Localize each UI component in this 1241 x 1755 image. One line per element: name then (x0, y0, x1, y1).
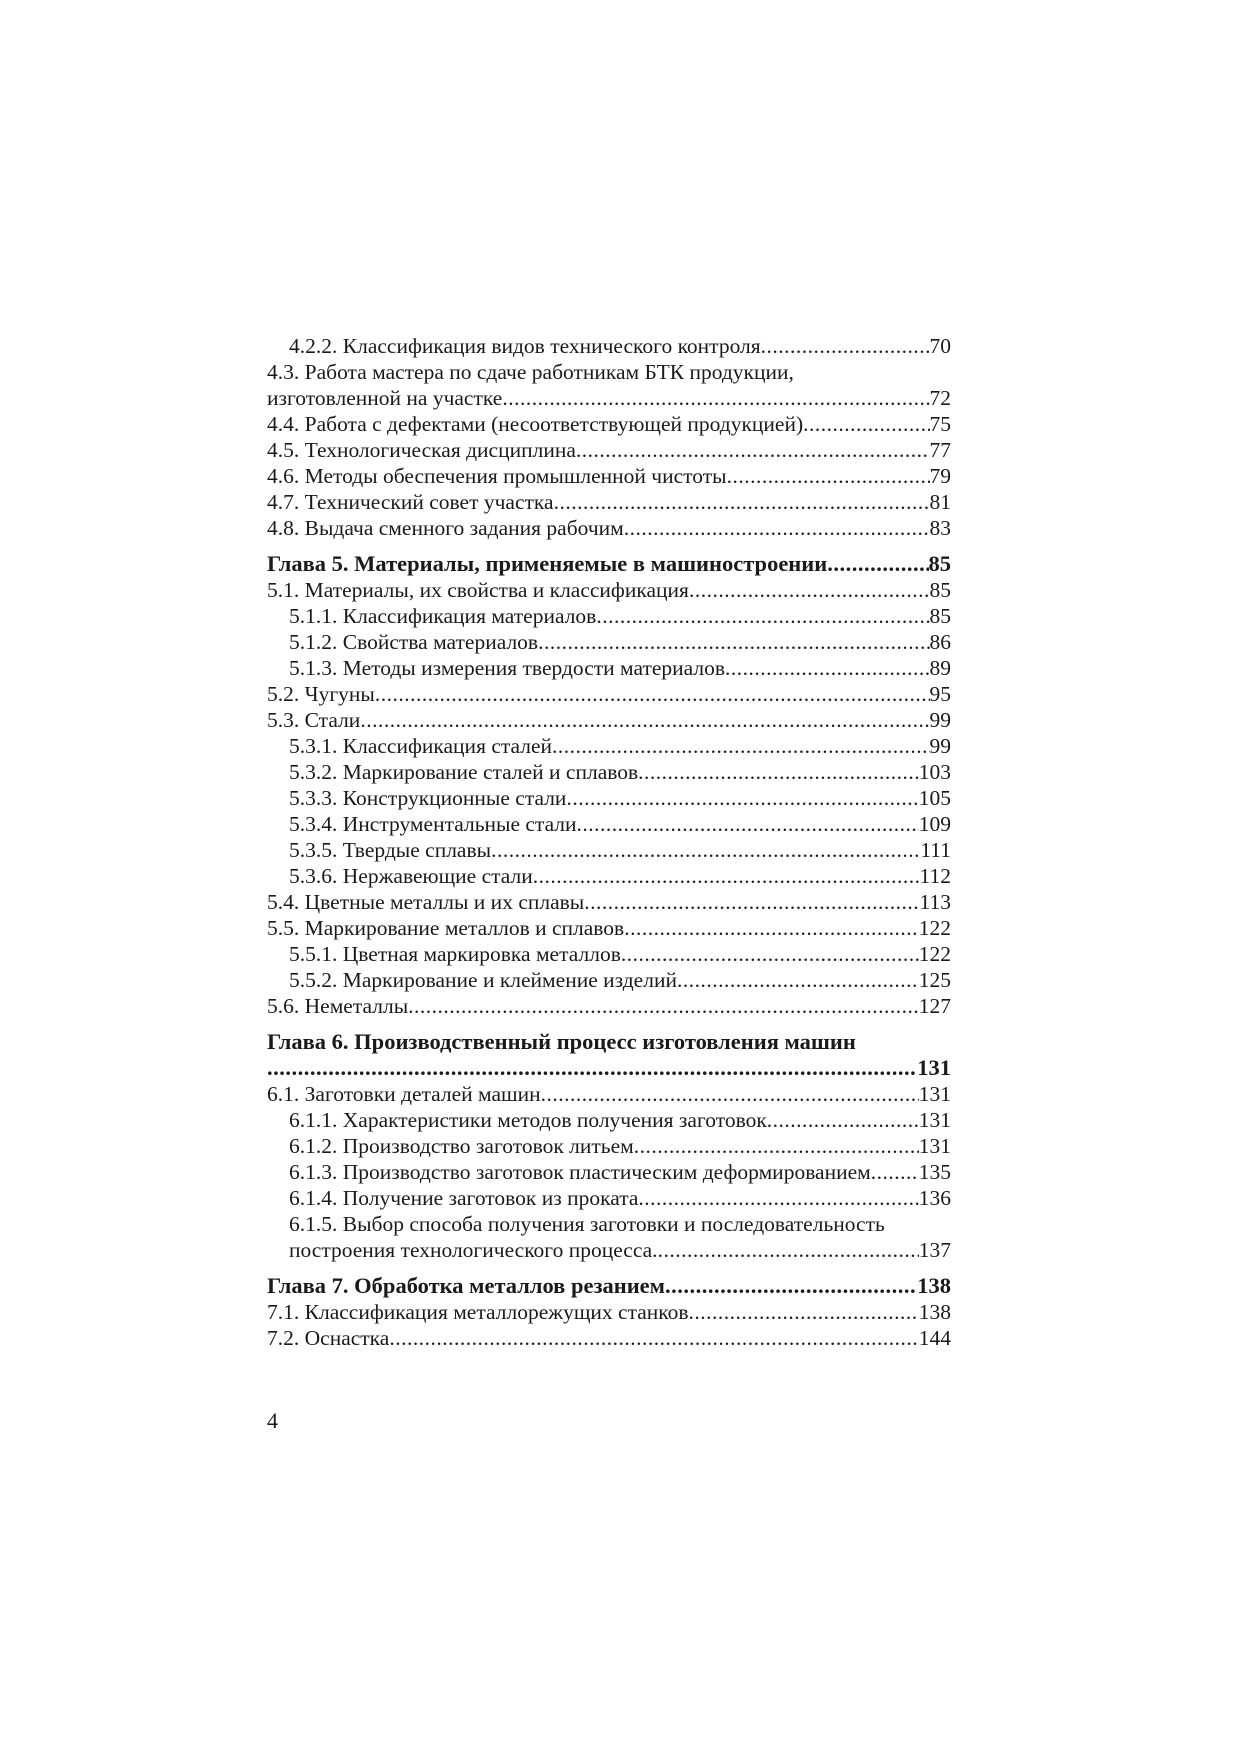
toc-leader-dots (634, 1133, 919, 1159)
toc-leader-dots (827, 551, 928, 577)
toc-entry-title: 5.5.2. Маркирование и клеймение изделий (289, 968, 677, 992)
toc-leader-dots (871, 1159, 919, 1185)
toc-leader-dots (767, 1107, 919, 1133)
toc-entry-page: 109 (918, 812, 951, 836)
toc-entry[interactable] (267, 1299, 951, 1325)
toc-entry-title: 4.6. Методы обеспечения промышленной чистоты (267, 464, 727, 488)
toc-entry[interactable] (267, 733, 951, 759)
toc-entry-page: 72 (929, 386, 951, 410)
toc-leader-dots (624, 515, 930, 541)
toc-entry[interactable] (267, 1081, 951, 1107)
toc-leader-dots (533, 863, 920, 889)
toc-leader-dots (638, 759, 919, 785)
toc-entry-title: 4.2.2. Классификация видов технического контроля (289, 334, 761, 358)
toc-entry-title: 5.1.1. Классификация материалов (289, 604, 597, 628)
toc-entry-page: 85 (929, 604, 951, 628)
toc-leader-dots (538, 629, 929, 655)
toc-entry-page: 70 (929, 334, 951, 358)
toc-entry-title: построения технологического процесса. (289, 1238, 658, 1262)
toc-entry-title: 5.1.2. Свойства материалов (289, 630, 539, 654)
toc-entry-page: 103 (918, 760, 951, 784)
toc-entry-title: 4.8. Выдача сменного задания рабочим (267, 516, 624, 540)
toc-entry[interactable] (267, 463, 951, 489)
toc-entry[interactable] (267, 1211, 951, 1237)
toc-entry-page: 127 (918, 994, 951, 1018)
toc-leader-dots (577, 811, 919, 837)
toc-leader-dots (502, 385, 929, 411)
toc-entry[interactable] (267, 603, 951, 629)
toc-leader-dots (389, 1325, 918, 1351)
toc-entry-title: 4.5. Технологическая дисциплина (267, 438, 576, 462)
toc-entry-title: 5.3.4. Инструментальные стали (289, 812, 577, 836)
table-of-contents (267, 333, 951, 1351)
toc-chapter-entry[interactable] (267, 1029, 951, 1055)
toc-leader-dots (658, 1237, 919, 1263)
toc-entry[interactable] (267, 385, 951, 411)
toc-leader-dots (360, 707, 929, 733)
toc-entry[interactable] (267, 515, 951, 541)
toc-entry[interactable] (267, 863, 951, 889)
toc-entry-title: 4.4. Работа с дефектами (несоответствующей продукцией) (267, 412, 804, 436)
toc-entry[interactable] (267, 629, 951, 655)
toc-leader-dots (375, 681, 930, 707)
toc-entry-page: 81 (929, 490, 951, 514)
toc-entry-title: 5.4. Цветные металлы и их сплавы (267, 890, 585, 914)
toc-entry-title: 7.2. Оснастка (267, 1326, 390, 1350)
toc-entry[interactable] (267, 1325, 951, 1351)
toc-leader-dots (267, 1055, 917, 1081)
toc-entry-page: 125 (918, 968, 951, 992)
toc-entry[interactable] (267, 785, 951, 811)
toc-entry[interactable] (267, 941, 951, 967)
toc-entry-title: 6.1. Заготовки деталей машин (267, 1082, 541, 1106)
toc-entry-page: 75 (929, 412, 951, 436)
toc-leader-dots (576, 437, 930, 463)
toc-entry-title: 5.3.1. Классификация сталей (289, 734, 553, 758)
toc-leader-dots (803, 411, 929, 437)
toc-entry-page: 131 (917, 1055, 951, 1080)
toc-entry[interactable] (267, 967, 951, 993)
toc-leader-dots (624, 915, 919, 941)
toc-leader-dots (596, 603, 929, 629)
toc-leader-dots (408, 993, 919, 1019)
toc-entry-page: 111 (920, 838, 951, 862)
toc-entry-page: 131 (918, 1108, 951, 1132)
toc-leader-dots (552, 733, 929, 759)
toc-entry-page: 138 (917, 1273, 951, 1298)
toc-entry-title: 7.1. Классификация металлорежущих станков (267, 1300, 689, 1324)
toc-entry-title: 5.1. Материалы, их свойства и классификация (267, 578, 689, 602)
toc-entry-title: Глава 7. Обработка металлов резанием (267, 1273, 665, 1298)
toc-leader-dots (554, 489, 930, 515)
toc-entry-page: 95 (929, 682, 951, 706)
toc-entry[interactable] (267, 655, 951, 681)
toc-entry[interactable] (267, 915, 951, 941)
toc-leader-dots (541, 1081, 919, 1107)
toc-entry[interactable] (267, 489, 951, 515)
toc-entry-page: 136 (918, 1186, 951, 1210)
toc-leader-dots (584, 889, 919, 915)
toc-entry-title: 5.3. Стали (267, 708, 361, 732)
toc-entry-page: 131 (918, 1134, 951, 1158)
toc-entry-page: 85 (929, 578, 951, 602)
toc-chapter-entry[interactable] (267, 551, 951, 577)
toc-entry[interactable] (267, 333, 951, 359)
toc-entry-page: 113 (919, 890, 951, 914)
toc-entry-title: 6.1.5. Выбор способа получения заготовки и последовательность (289, 1212, 885, 1236)
toc-leader-dots (725, 655, 929, 681)
toc-entry-title: Глава 5. Материалы, применяемые в машиностроении (267, 551, 828, 576)
toc-entry-page: 99 (929, 734, 951, 758)
toc-entry-page: 89 (929, 656, 951, 680)
toc-entry-title: 6.1.3. Производство заготовок пластическим деформированием (289, 1160, 871, 1184)
toc-entry[interactable] (267, 437, 951, 463)
toc-entry-page: 112 (919, 864, 951, 888)
toc-chapter-entry[interactable] (267, 1273, 951, 1299)
toc-entry[interactable] (267, 1237, 951, 1263)
toc-leader-dots (638, 1185, 918, 1211)
toc-chapter-entry[interactable] (267, 1055, 951, 1081)
toc-entry-title: 4.7. Технический совет участка (267, 490, 554, 514)
toc-leader-dots (491, 837, 920, 863)
toc-entry-page: 144 (918, 1326, 951, 1350)
toc-leader-dots (761, 333, 930, 359)
toc-leader-dots (621, 941, 919, 967)
toc-leader-dots (689, 577, 930, 603)
toc-entry-title: 6.1.4. Получение заготовок из проката (289, 1186, 639, 1210)
toc-entry-page: 86 (929, 630, 951, 654)
toc-entry[interactable] (267, 577, 951, 603)
toc-entry-page: 77 (929, 438, 951, 462)
toc-entry[interactable] (267, 359, 951, 385)
toc-entry-page: 79 (929, 464, 951, 488)
toc-entry-title: изготовленной на участке (267, 386, 503, 410)
toc-entry[interactable] (267, 811, 951, 837)
toc-entry[interactable] (267, 889, 951, 915)
toc-leader-dots (665, 1273, 917, 1299)
toc-entry[interactable] (267, 411, 951, 437)
toc-entry[interactable] (267, 681, 951, 707)
toc-entry-page: 122 (918, 942, 951, 966)
toc-entry[interactable] (267, 993, 951, 1019)
toc-entry-title: 5.6. Неметаллы (267, 994, 409, 1018)
page-number: 4 (267, 1408, 278, 1433)
toc-entry-title: 5.5. Маркирование металлов и сплавов (267, 916, 625, 940)
toc-entry-page: 137 (918, 1238, 951, 1262)
toc-entry-page: 99 (929, 708, 951, 732)
toc-entry-title: 6.1.1. Характеристики методов получения заготовок (289, 1108, 767, 1132)
toc-entry-title: Глава 6. Производственный процесс изготовления машин (267, 1029, 856, 1054)
toc-entry-page: 105 (918, 786, 951, 810)
toc-entry-title: 5.1.3. Методы измерения твердости материалов (289, 656, 726, 680)
toc-entry-page: 131 (918, 1082, 951, 1106)
toc-entry[interactable] (267, 1107, 951, 1133)
toc-entry-title: 5.3.3. Конструкционные стали (289, 786, 567, 810)
toc-entry-title: 5.3.5. Твердые сплавы (289, 838, 492, 862)
toc-leader-dots (677, 967, 919, 993)
toc-entry-page: 138 (918, 1300, 951, 1324)
toc-entry-title: 6.1.2. Производство заготовок литьем (289, 1134, 634, 1158)
toc-entry[interactable] (267, 1159, 951, 1185)
toc-leader-dots (727, 463, 930, 489)
toc-entry[interactable] (267, 759, 951, 785)
toc-entry-page: 83 (929, 516, 951, 540)
toc-entry-page: 85 (928, 551, 951, 576)
toc-entry-title: 5.2. Чугуны (267, 682, 375, 706)
toc-entry-page: 135 (918, 1160, 951, 1184)
toc-entry-page: 122 (918, 916, 951, 940)
toc-entry[interactable] (267, 1133, 951, 1159)
toc-entry-title: 5.3.6. Нержавеющие стали (289, 864, 533, 888)
toc-leader-dots (689, 1299, 919, 1325)
toc-leader-dots (566, 785, 918, 811)
toc-entry[interactable] (267, 1185, 951, 1211)
toc-entry[interactable] (267, 707, 951, 733)
toc-entry[interactable] (267, 837, 951, 863)
toc-entry-title: 4.3. Работа мастера по сдаче работникам БТК продукции, (267, 360, 794, 384)
toc-entry-title: 5.5.1. Цветная маркировка металлов (289, 942, 621, 966)
toc-entry-title: 5.3.2. Маркирование сталей и сплавов (289, 760, 639, 784)
